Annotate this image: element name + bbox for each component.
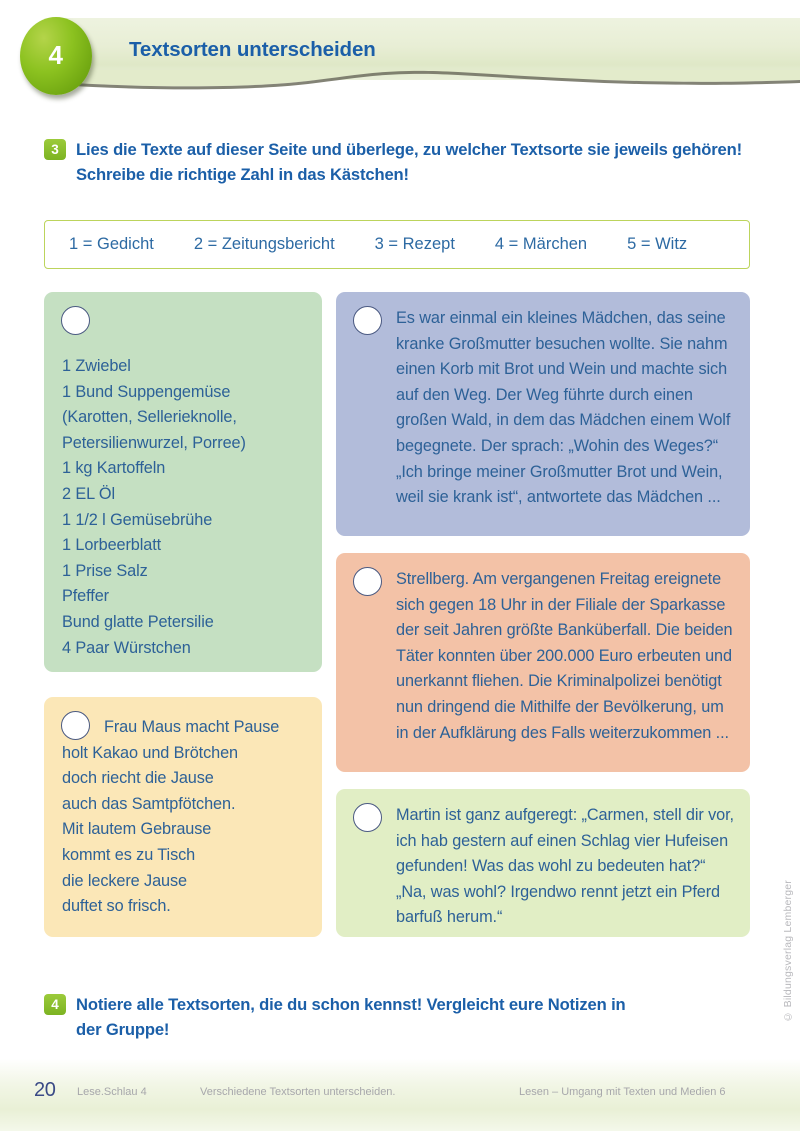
legend-item-gedicht: 1 = Gedicht (69, 235, 154, 253)
page-footer (0, 1059, 800, 1131)
text-card-maerchen (336, 292, 750, 536)
witz-text (354, 803, 734, 931)
page-number: 20 (34, 1079, 56, 1101)
list-item: Petersilienwurzel, Porree) (62, 433, 246, 452)
copyright-notice: © Bildungsverlag Lemberger (782, 880, 794, 1023)
page-title: Textsorten unterscheiden (129, 38, 376, 61)
legend-item-maerchen: 4 = Märchen (494, 235, 588, 253)
list-item: 1 1/2 l Gemüsebrühe (62, 510, 213, 529)
gedicht-line: Frau Maus macht Pause (104, 718, 280, 736)
gedicht-line: duftet so frisch. (62, 897, 171, 916)
list-item: 1 kg Kartoffeln (62, 459, 166, 478)
list-item: 4 Paar Würstchen (62, 638, 191, 657)
list-item: 2 EL Öl (62, 484, 115, 503)
chapter-number-badge (20, 17, 92, 95)
footer-topic: Lesen – Umgang mit Texten und Medien 6 (519, 1086, 726, 1098)
gedicht-line: kommt es zu Tisch (62, 845, 196, 864)
text-card-rezept (44, 292, 322, 672)
footer-content (0, 1079, 800, 1109)
maerchen-text (354, 306, 734, 511)
task-3-number-badge: 3 (44, 139, 66, 160)
footer-series: Lese.Schlau 4 (77, 1086, 147, 1098)
witz-paragraph: Martin ist ganz aufgeregt: „Carmen, stell dir vor, ich hab gestern auf einen Schlag vier Hufeisen gefunden! Was das wohl zu bedeuten hat?“ „Na, was wohl? Irgendwo rennt jetzt ein Pferd barfuß herum.“ (396, 806, 734, 927)
gedicht-line: auch das Samtpfötchen. (62, 794, 236, 813)
textsorten-legend (44, 220, 750, 269)
answer-circle-witz[interactable] (353, 803, 382, 832)
chapter-number: 4 (48, 39, 64, 70)
gedicht-line: die leckere Jause (62, 871, 188, 890)
gedicht-line: holt Kakao und Brötchen (62, 743, 239, 762)
list-item: 1 Zwiebel (62, 357, 131, 375)
rezept-zutatenliste (62, 354, 306, 661)
legend-item-witz: 5 = Witz (627, 235, 688, 253)
task-3-instruction: Lies die Texte auf dieser Seite und überlege, zu welcher Textsorte sie jeweils gehören! Schreibe die richtige Zahl in das Kästchen! (76, 140, 742, 184)
task-4 (44, 992, 644, 1042)
answer-circle-maerchen[interactable] (353, 306, 382, 335)
maerchen-paragraph: Es war einmal ein kleines Mädchen, das seine kranke Großmutter besuchen wollte. Sie nahm einen Korb mit Brot und Wein und machte sich auf den Weg. Der Weg führte durch einen großen Wald, in dem das Mädchen einem Wolf begegnete. Der sprach: „Wohin des Weges?“ „Ich bringe meiner Großmutter Brot und Wein, weil sie krank ist“, antwortete das Mädchen ... (396, 309, 731, 507)
text-card-witz (336, 789, 750, 937)
list-item: 1 Bund Suppengemüse (62, 382, 231, 401)
task-3 (44, 137, 744, 187)
gedicht-text (62, 715, 306, 920)
gedicht-line: doch riecht die Jause (62, 769, 214, 788)
footer-description: Verschiedene Textsorten unterscheiden. (200, 1086, 396, 1098)
text-card-gedicht (44, 697, 322, 937)
header-banner-wave (58, 70, 800, 96)
list-item: 1 Lorbeerblatt (62, 536, 162, 555)
legend-item-rezept: 3 = Rezept (374, 235, 455, 253)
list-item: Pfeffer (62, 587, 109, 606)
answer-circle-rezept[interactable] (61, 306, 90, 335)
answer-circle-gedicht[interactable] (61, 711, 90, 740)
legend-item-zeitungsbericht: 2 = Zeitungsbericht (193, 235, 335, 253)
list-item: Bund glatte Petersilie (62, 612, 214, 631)
zeitungsbericht-text (354, 567, 734, 746)
zeitungsbericht-paragraph: Strellberg. Am vergangenen Freitag ereignete sich gegen 18 Uhr in der Filiale der Sparkasse der seit Jahren größte Banküberfall. Die beiden Täter konnten über 200.000 Euro erbeuten und unerkannt fliehen. Die Kriminalpolizei benötigt nun dringend die Mithilfe der Bevölkerung, um in der Aufklärung des Falls weiterzukommen ... (396, 570, 733, 742)
gedicht-line: Mit lautem Gebrause (62, 820, 212, 839)
task-4-instruction: Notiere alle Textsorten, die du schon kennst! Vergleicht eure Notizen in der Gruppe! (76, 995, 626, 1039)
page-header (0, 0, 800, 110)
list-item: (Karotten, Sellerieknolle, (62, 408, 237, 427)
task-4-number-badge: 4 (44, 994, 66, 1015)
answer-circle-zeitungsbericht[interactable] (353, 567, 382, 596)
text-card-zeitungsbericht (336, 553, 750, 772)
list-item: 1 Prise Salz (62, 561, 148, 580)
